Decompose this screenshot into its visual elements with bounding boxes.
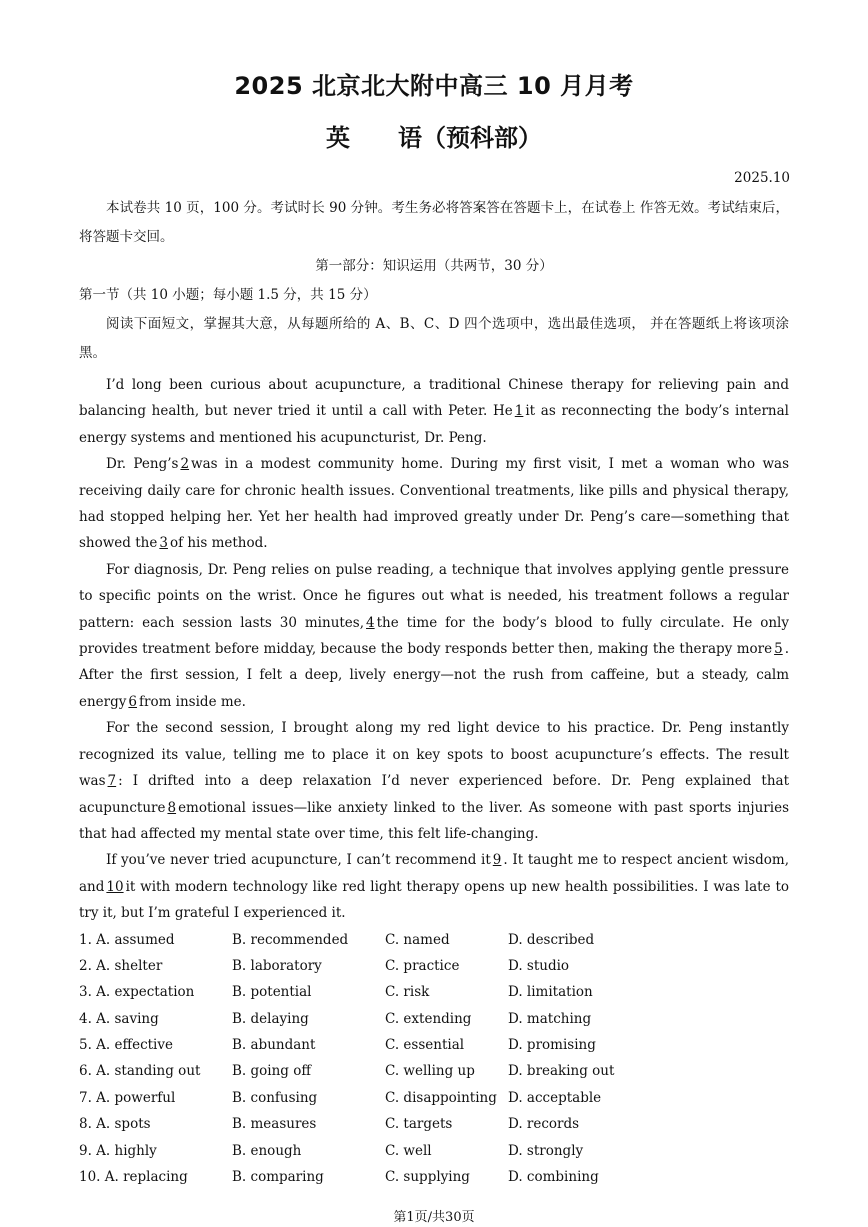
option-c: C. risk: [385, 984, 430, 1001]
option-c: C. supplying: [385, 1169, 470, 1186]
option-row: [79, 1138, 789, 1164]
option-row: [79, 953, 789, 979]
blank-10: 10: [106, 878, 124, 895]
option-a: 8. A. spots: [79, 1116, 151, 1133]
page-number: 第1页/共30页: [393, 1210, 475, 1225]
passage-paragraph-5: [79, 847, 789, 926]
option-a: 2. A. shelter: [79, 957, 163, 974]
part-title: 第一部分：知识运用（共两节，30 分）: [315, 258, 553, 274]
option-b: B. abundant: [232, 1037, 316, 1054]
passage-text: I’d long been curious about acupuncture, a traditional Chinese therapy for relieving pain and balancing health, but never tried it until a call with Peter. He: [79, 377, 789, 420]
option-b: B. recommended: [232, 931, 349, 948]
passage-paragraph-2: [79, 451, 789, 557]
option-row: [79, 1111, 789, 1137]
option-c: C. welling up: [385, 1063, 475, 1080]
blank-8: 8: [167, 799, 177, 816]
option-b: B. delaying: [232, 1010, 309, 1027]
option-d: D. limitation: [508, 984, 593, 1001]
option-a: 10. A. replacing: [79, 1169, 188, 1186]
option-c: C. well: [385, 1142, 432, 1159]
blank-1: 1: [514, 403, 524, 420]
option-b: B. going off: [232, 1063, 311, 1080]
option-c: C. disappointing: [385, 1089, 497, 1106]
answer-options: [79, 927, 789, 1191]
passage-paragraph-4: [79, 715, 789, 847]
option-d: D. combining: [508, 1169, 599, 1186]
passage-text: . It taught me to respect ancient wisdom, and: [79, 852, 789, 895]
exam-body: [79, 194, 789, 1190]
option-row: [79, 1058, 789, 1084]
passage-text: it with modern technology like red light therapy opens up new health possibilities. I was late to try it, but I’m grateful I experienced it.: [79, 878, 789, 922]
passage-paragraph-1: [79, 372, 789, 451]
option-row: [79, 1085, 789, 1111]
exam-date: 2025.10: [734, 170, 790, 186]
blank-7: 7: [107, 773, 117, 790]
option-b: B. comparing: [232, 1169, 324, 1186]
option-a: 4. A. saving: [79, 1010, 159, 1027]
blank-9: 9: [492, 852, 502, 869]
option-row: [79, 1164, 789, 1190]
passage-text: from inside me.: [139, 693, 246, 710]
exam-title: 2025 北京北大附中高三 10 月月考: [234, 72, 634, 100]
passage-text: it as reconnecting the body’s internal energy systems and mentioned his acupuncturist, Dr. Peng.: [79, 403, 789, 446]
option-a: 7. A. powerful: [79, 1089, 176, 1106]
passage-text: of his method.: [169, 535, 268, 552]
option-b: B. potential: [232, 984, 312, 1001]
option-d: D. studio: [508, 957, 570, 974]
instructions: 本试卷共 10 页，100 分。考试时长 90 分钟。考生务必将答案答在答题卡上，在试卷上 作答无效。考试结束后，将答题卡交回。: [79, 200, 789, 245]
blank-2: 2: [180, 456, 190, 473]
passage-text: emotional issues—like anxiety linked to the liver. As someone with past sports injuries that had affected my mental state over time, this felt life-changing.: [79, 799, 789, 842]
option-a: 6. A. standing out: [79, 1063, 201, 1080]
option-c: C. targets: [385, 1116, 453, 1133]
option-c: C. extending: [385, 1010, 472, 1027]
passage-text: If you’ve never tried acupuncture, I can’t recommend it: [106, 852, 491, 869]
option-c: C. essential: [385, 1037, 465, 1054]
passage-text: For diagnosis, Dr. Peng relies on pulse reading, a technique that involves applying gentle pressure to specific points on the wrist. Once he figures out what is needed, his treatment follows a regular pattern: each session lasts 30 minutes,: [79, 561, 789, 631]
directions: 阅读下面短文，掌握其大意，从每题所给的 A、B、C、D 四个选项中，选出最佳选项， 并在答题纸上将该项涂黑。: [79, 316, 789, 361]
option-b: B. laboratory: [232, 957, 322, 974]
option-d: D. strongly: [508, 1142, 584, 1159]
option-row: [79, 1006, 789, 1032]
option-d: D. breaking out: [508, 1063, 615, 1080]
passage-paragraph-3: [79, 557, 789, 715]
option-row: [79, 1032, 789, 1058]
passage-text: Dr. Peng’s: [106, 456, 179, 473]
option-b: B. enough: [232, 1142, 302, 1159]
option-a: 9. A. highly: [79, 1142, 157, 1159]
blank-4: 4: [366, 614, 375, 631]
passage-text: : I drifted into a deep relaxation I’d never experienced before. Dr. Peng explained that acupuncture: [79, 773, 789, 816]
option-d: D. described: [508, 931, 595, 948]
option-row: [79, 927, 789, 953]
option-row: [79, 979, 789, 1005]
section-title: 第一节（共 10 小题；每小题 1.5 分，共 15 分）: [79, 287, 377, 303]
blank-5: 5: [774, 641, 783, 658]
option-b: B. confusing: [232, 1089, 318, 1106]
option-a: 1. A. assumed: [79, 931, 175, 948]
blank-6: 6: [128, 693, 137, 710]
option-d: D. promising: [508, 1037, 596, 1054]
passage-text: the time for the body’s blood to fully circulate. He only provides treatment before midday, because the body responds better then, making the therapy more: [79, 614, 789, 658]
option-d: D. records: [508, 1116, 580, 1133]
option-b: B. measures: [232, 1116, 317, 1133]
option-c: C. practice: [385, 957, 460, 974]
option-c: C. named: [385, 931, 450, 948]
option-a: 3. A. expectation: [79, 984, 195, 1001]
exam-subtitle: 英 语（预科部）: [326, 124, 542, 152]
option-d: D. acceptable: [508, 1089, 602, 1106]
blank-3: 3: [159, 535, 168, 552]
passage-text: . After the first session, I felt a deep, lively energy—not the rush from caffeine, but a steady, calm energy: [79, 641, 789, 710]
passage-text: For the second session, I brought along my red light device to his practice. Dr. Peng instantly recognized its value, telling me to place it on key spots to boost acupuncture’s effects. The result was: [79, 720, 789, 790]
option-d: D. matching: [508, 1010, 592, 1027]
passage-text: was in a modest community home. During my first visit, I met a woman who was receiving daily care for chronic health issues. Conventional treatments, like pills and physical therapy, had stopped helping her. Yet her health had improved greatly under Dr. Peng’s care—something that showed the: [79, 456, 789, 552]
option-a: 5. A. effective: [79, 1037, 173, 1054]
